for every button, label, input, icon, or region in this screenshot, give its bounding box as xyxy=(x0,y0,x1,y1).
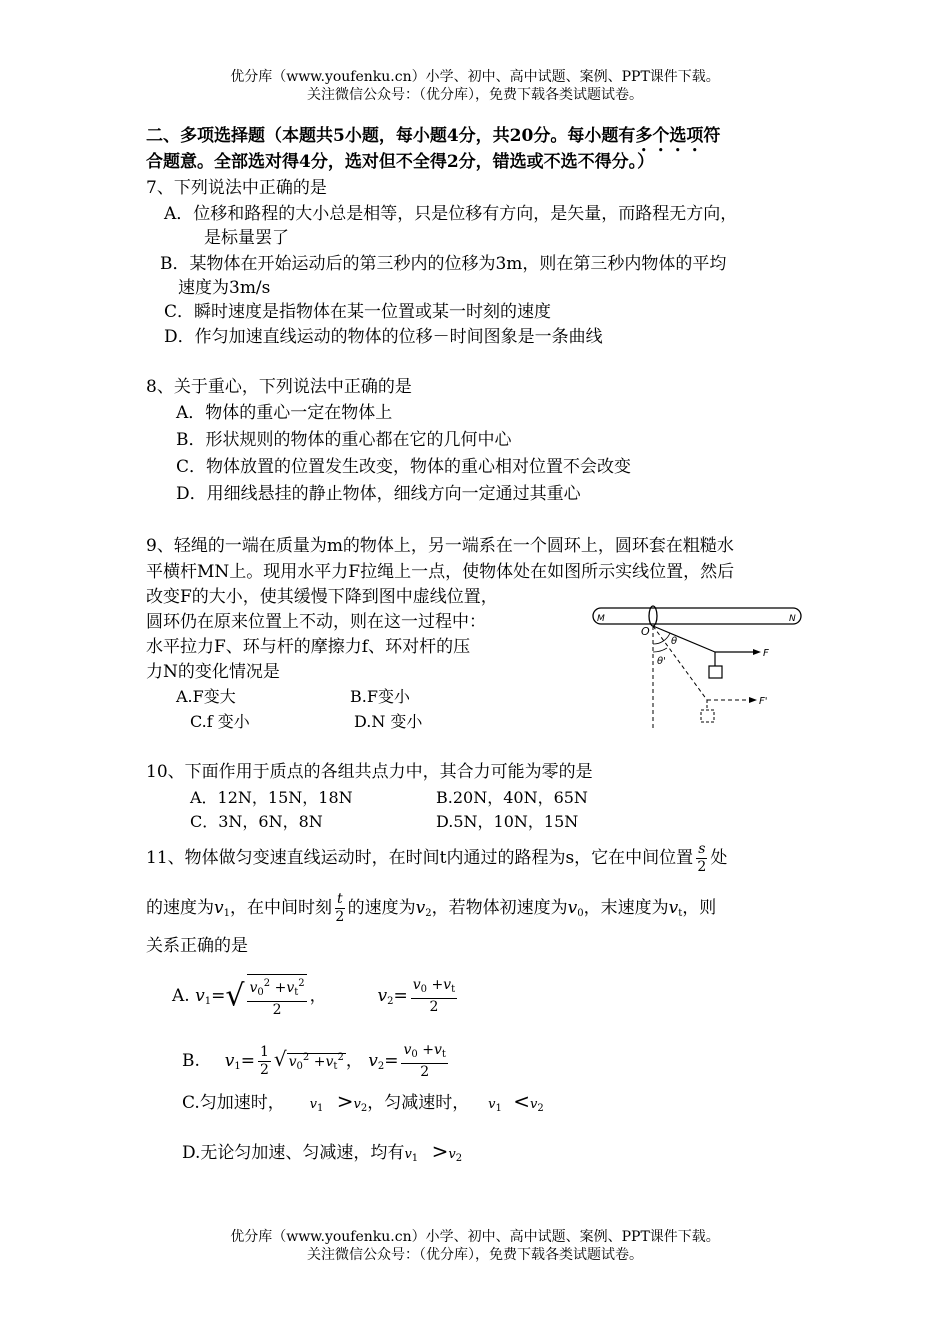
ring xyxy=(649,606,657,626)
q9-option-d: D.N 变小 xyxy=(354,712,423,731)
q7-option-b: B．某物体在开始运动后的第三秒内的位移为3m，则在第三秒内物体的平均 xyxy=(160,254,727,274)
q9-figure xyxy=(585,600,815,730)
q10-stem: 10、下面作用于质点的各组共点力中，其合力可能为零的是 xyxy=(146,762,593,782)
block-dashed xyxy=(701,710,714,722)
angle-arc-theta-prime xyxy=(653,648,667,652)
label-m: M xyxy=(597,614,605,624)
q10-option-b: B.20N，40N，65N xyxy=(436,788,588,807)
header-line-2: 关注微信公众号：（优分库），免费下载各类试题试卷。 xyxy=(307,87,643,103)
q10-option-d: D.5N，10N，15N xyxy=(436,812,579,831)
q7-option-a: A．位移和路程的大小总是相等，只是位移有方向，是矢量，而路程无方向， xyxy=(164,204,738,224)
q7-option-c: C．瞬时速度是指物体在某一位置或某一时刻的速度 xyxy=(164,302,552,322)
q8-option-d: D．用细线悬挂的静止物体，细线方向一定通过其重心 xyxy=(176,484,581,504)
q11-line-3: 关系正确的是 xyxy=(146,936,248,956)
label-f: F xyxy=(763,648,769,659)
q9-option-c: C.f 变小 xyxy=(190,712,250,731)
horizontal-bar xyxy=(593,608,801,624)
label-n: N xyxy=(789,614,796,624)
q9-line-3: 改变F的大小，使其缓慢下降到图中虚线位置， xyxy=(146,587,498,607)
q11-option-a: A. $v_1=√$ $\frac{v_0^2 +v_t^2}{2}$ ， $v_2=$ $\frac{v_0 +v_t}{2}$ xyxy=(172,968,460,1030)
q7-stem: 7、下列说法中正确的是 xyxy=(146,178,327,198)
label-o: O xyxy=(641,625,650,638)
fraction-b-v2: $\frac{v_0 +v_t}{2}$ xyxy=(403,1042,446,1080)
q10-option-a: A．12N，15N，18N xyxy=(190,788,353,807)
footer-line-2: 关注微信公众号：（优分库），免费下载各类试题试卷。 xyxy=(307,1247,643,1263)
q8-option-a: A．物体的重心一定在物体上 xyxy=(176,403,393,423)
q8-option-c: C．物体放置的位置发生改变，物体的重心相对位置不会改变 xyxy=(176,457,632,477)
fraction-t-over-2: $\frac{t}{2}$ xyxy=(335,891,345,925)
footer-line-1: 优分库（www.youfenku.cn）小学、初中、高中试题、案例、PPT课件下载。 xyxy=(230,1229,720,1245)
q11-option-c: C.匀加速时， $v_1 >v_2$，匀减速时， $v_1 <v_2$ xyxy=(182,1089,544,1114)
q8-stem: 8、关于重心，下列说法中正确的是 xyxy=(146,377,412,397)
q7-option-a-cont: 是标量罢了 xyxy=(204,228,289,248)
q9-option-b: B.F变小 xyxy=(350,687,410,706)
q11-line-1: 11、物体做匀变速直线运动时，在时间t内通过的路程为s，它在中间位置 $\frac{s}{2}$ 处 xyxy=(146,841,728,875)
header-line-1: 优分库（www.youfenku.cn）小学、初中、高中试题、案例、PPT课件下载。 xyxy=(230,69,720,85)
block-solid xyxy=(709,666,722,678)
page-header xyxy=(0,68,950,104)
fraction-one-half: $\frac{1}{2}$ xyxy=(259,1044,269,1078)
label-theta-prime: θ' xyxy=(657,656,666,667)
emphasis-text: 多个选项 xyxy=(635,126,704,146)
q8-option-b: B．形状规则的物体的重心都在它的几何中心 xyxy=(176,430,512,450)
q9-line-2: 平横杆MN上。现用水平力F拉绳上一点，使物体处在如图所示实线位置，然后 xyxy=(146,562,735,582)
q9-line-5: 水平拉力F、环与杆的摩擦力f、环对杆的压 xyxy=(146,637,471,657)
q7-option-b-cont: 速度为3m/s xyxy=(178,278,271,298)
q10-option-c: C．3N，6N，8N xyxy=(190,812,323,831)
fraction-s-over-2: $\frac{s}{2}$ xyxy=(697,841,707,875)
fraction-a-v1: $\frac{v_0^2 +v_t^2}{2}$ xyxy=(247,974,306,1019)
label-theta: θ xyxy=(671,636,678,647)
q9-line-4: 圆环仍在原来位置上不动，则在这一过程中： xyxy=(146,612,486,632)
q9-line-6: 力N的变化情况是 xyxy=(146,662,280,682)
force-f-prime-arrowhead xyxy=(749,697,757,703)
q11-option-d: D.无论匀加速、匀减速，均有$v_1 >v_2$ xyxy=(182,1139,463,1164)
q9-option-a: A.F变大 xyxy=(176,687,236,706)
section-title-line-1: 二、多项选择题（本题共5小题，每小题4分，共20分。每小题有多个选项符 xyxy=(146,126,721,146)
q11-line-2: 的速度为$v_1$，在中间时刻 $\frac{t}{2}$ 的速度为$v_2$，若物体初速度为$v_0$，末速度为$v_t$，则 xyxy=(146,891,717,925)
q7-option-d: D．作匀加速直线运动的物体的位移－时间图象是一条曲线 xyxy=(164,327,603,347)
label-f-prime: F' xyxy=(759,696,768,707)
q11-option-b: B. $v_1=$ $\frac{1}{2}$ √ $v_0^2 +v_t^2$ ， $v_2=$ $\frac{v_0 +v_t}{2}$ xyxy=(182,1042,446,1080)
section-title-line-2: 合题意。全部选对得4分，选对但不全得2分，错选或不选不得分。） xyxy=(146,152,655,172)
force-f-arrowhead xyxy=(753,649,761,655)
page-footer xyxy=(0,1228,950,1264)
angle-arc-theta xyxy=(653,633,670,644)
q9-line-1: 9、轻绳的一端在质量为m的物体上，另一端系在一个圆环上，圆环套在粗糙水 xyxy=(146,536,734,556)
fraction-a-v2: $\frac{v_0 +v_t}{2}$ xyxy=(412,977,456,1015)
